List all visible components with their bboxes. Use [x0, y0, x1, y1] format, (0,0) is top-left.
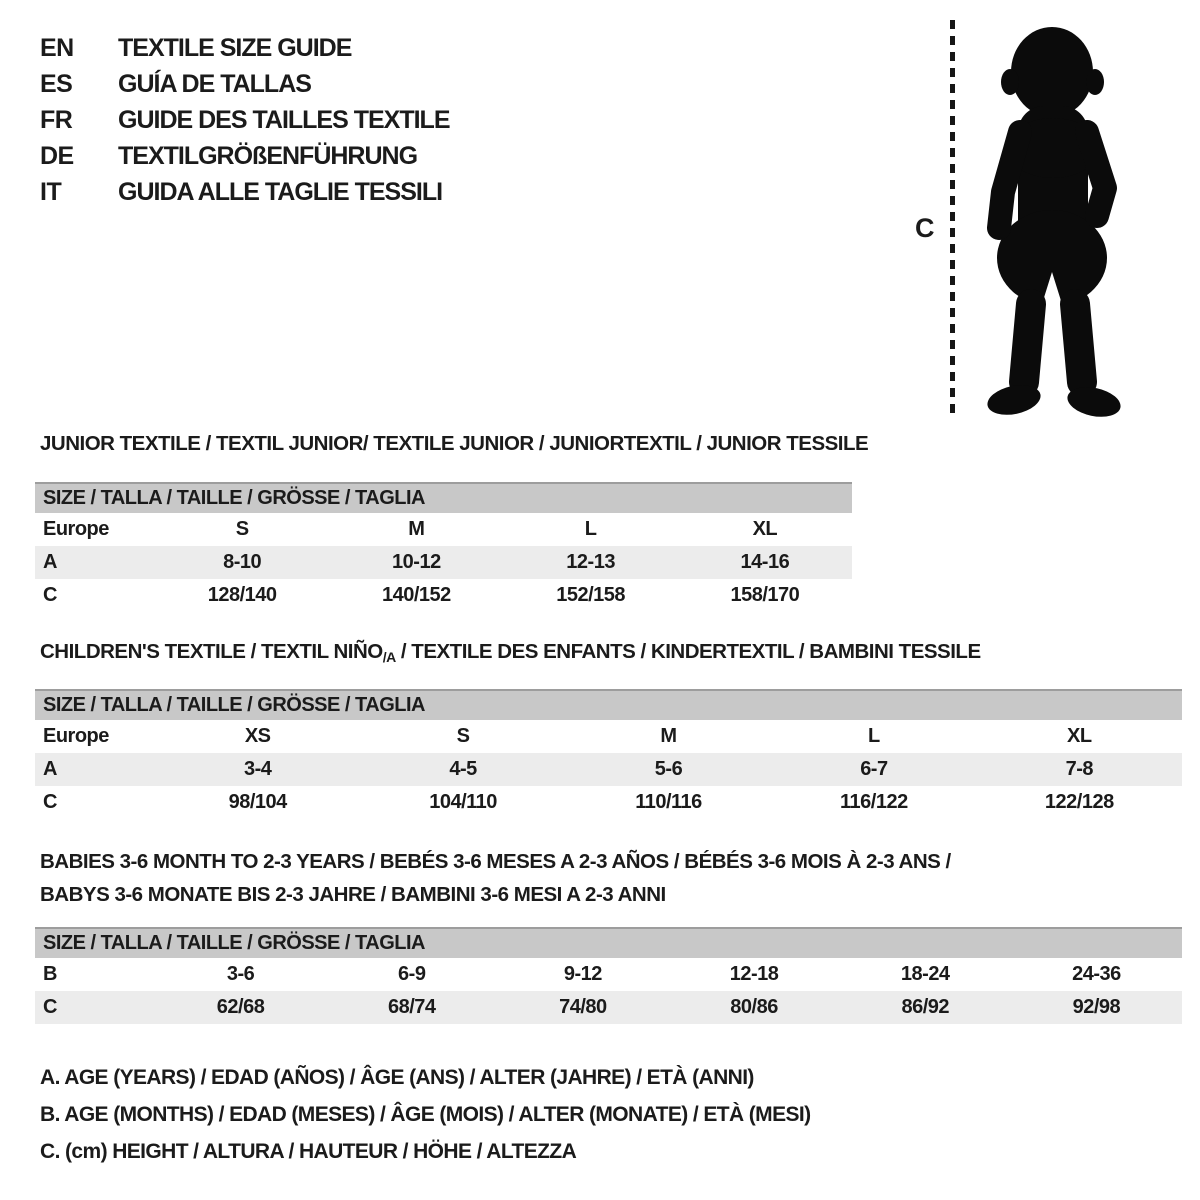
- age-cell: 5-6: [654, 758, 683, 780]
- age-cell: 10-12: [392, 551, 441, 573]
- size-cell: XS: [244, 725, 271, 747]
- children-heading-sub: /A: [382, 649, 396, 665]
- lang-code: EN: [40, 33, 74, 62]
- height-cell: 116/122: [840, 791, 908, 813]
- months-cell: 24-36: [1072, 963, 1121, 985]
- junior-size-table: [35, 482, 852, 612]
- guide-title-fr: GUIDE DES TAILLES TEXTILE: [118, 105, 450, 134]
- height-cell: 104/110: [429, 791, 497, 813]
- toddler-silhouette-icon: [968, 20, 1138, 420]
- lang-code: FR: [40, 105, 73, 134]
- table-header: SIZE / TALLA / TAILLE / GRÖSSE / TAGLIA: [35, 927, 1182, 958]
- size-cell: M: [660, 725, 677, 747]
- table-row-age: [35, 546, 852, 579]
- lang-row-en: [40, 30, 450, 66]
- row-label: C: [43, 584, 57, 606]
- age-cell: 4-5: [449, 758, 477, 780]
- height-cell: 122/128: [1044, 791, 1114, 813]
- months-cell: 6-9: [398, 963, 426, 985]
- row-label: Europe: [43, 725, 109, 747]
- guide-title-es: GUÍA DE TALLAS: [118, 69, 311, 98]
- height-cell: 74/80: [559, 996, 607, 1018]
- table-row-europe: [35, 720, 1182, 753]
- months-cell: 18-24: [900, 963, 950, 985]
- table-header: SIZE / TALLA / TAILLE / GRÖSSE / TAGLIA: [35, 689, 1182, 720]
- height-cell: 158/170: [730, 584, 800, 606]
- lang-row-fr: [40, 102, 450, 138]
- months-cell: 12-18: [729, 963, 779, 985]
- legend-height-cm: C. (cm) HEIGHT / ALTURA / HAUTEUR / HÖHE / ALTEZZA: [40, 1140, 577, 1163]
- legend-age-years: A. AGE (YEARS) / EDAD (AÑOS) / ÂGE (ANS) / ALTER (JAHRE) / ETÀ (ANNI): [40, 1066, 754, 1089]
- months-cell: 9-12: [563, 963, 602, 985]
- height-cell: 68/74: [387, 996, 436, 1018]
- row-label: B: [43, 963, 57, 985]
- guide-title-de: TEXTILGRÖßENFÜHRUNG: [118, 141, 418, 170]
- measurement-legend: [40, 1066, 811, 1177]
- height-cell: 62/68: [216, 996, 265, 1018]
- height-cell: 110/116: [635, 791, 702, 813]
- row-label: A: [43, 551, 57, 573]
- row-label: C: [43, 996, 57, 1018]
- lang-code: ES: [40, 69, 73, 98]
- junior-section-heading: JUNIOR TEXTILE / TEXTIL JUNIOR/ TEXTILE JUNIOR / JUNIORTEXTIL / JUNIOR TESSILE: [40, 432, 869, 455]
- guide-title-en: TEXTILE SIZE GUIDE: [118, 33, 352, 62]
- height-cell: 98/104: [228, 791, 287, 813]
- size-cell: L: [584, 518, 597, 540]
- table-row-months: [35, 958, 1182, 991]
- lang-row-de: [40, 138, 450, 174]
- lang-code: IT: [40, 177, 62, 206]
- height-cell: 86/92: [901, 996, 950, 1018]
- table-row-height: [35, 991, 1182, 1024]
- children-heading-post: / TEXTILE DES ENFANTS / KINDERTEXTIL / BAMBINI TESSILE: [395, 640, 981, 663]
- age-cell: 12-13: [566, 551, 615, 573]
- children-size-table: [35, 689, 1182, 819]
- lang-row-es: [40, 66, 450, 102]
- height-cell: 92/98: [1072, 996, 1121, 1018]
- table-header: SIZE / TALLA / TAILLE / GRÖSSE / TAGLIA: [35, 482, 852, 513]
- babies-heading-line2: BABYS 3-6 MONATE BIS 2-3 JAHRE / BAMBINI 3-6 MESI A 2-3 ANNI: [40, 883, 666, 906]
- babies-section-heading: [40, 845, 951, 911]
- height-cell: 152/158: [556, 584, 626, 606]
- age-cell: 8-10: [223, 551, 262, 573]
- guide-title-it: GUIDA ALLE TAGLIE TESSILI: [118, 177, 443, 206]
- lang-code: DE: [40, 141, 74, 170]
- table-row-height: [35, 786, 1182, 819]
- row-label: Europe: [43, 518, 109, 540]
- height-measure-label: C: [915, 213, 935, 243]
- size-cell: S: [456, 725, 470, 747]
- age-cell: 6-7: [860, 758, 888, 780]
- lang-row-it: [40, 174, 450, 210]
- age-cell: 7-8: [1065, 758, 1093, 780]
- children-heading-pre: CHILDREN'S TEXTILE / TEXTIL NIÑO: [40, 640, 383, 663]
- row-label: C: [43, 791, 57, 813]
- size-cell: M: [408, 518, 425, 540]
- months-cell: 3-6: [226, 963, 255, 985]
- age-cell: 3-4: [243, 758, 272, 780]
- table-row-europe: [35, 513, 852, 546]
- babies-size-table: [35, 927, 1182, 1024]
- height-cell: 128/140: [207, 584, 277, 606]
- height-measure-figure: [905, 15, 1165, 425]
- size-cell: L: [868, 725, 880, 747]
- age-cell: 14-16: [740, 551, 790, 573]
- table-row-age: [35, 753, 1182, 786]
- language-title-block: [40, 30, 450, 210]
- height-cell: 80/86: [730, 996, 778, 1018]
- height-dashed-line: [950, 20, 955, 420]
- row-label: A: [43, 758, 57, 780]
- size-cell: S: [235, 518, 249, 540]
- table-row-height: [35, 579, 852, 612]
- children-section-heading: [40, 640, 981, 665]
- babies-heading-line1: BABIES 3-6 MONTH TO 2-3 YEARS / BEBÉS 3-6 MESES A 2-3 AÑOS / BÉBÉS 3-6 MOIS À 2-3 ANS /: [40, 850, 951, 873]
- height-cell: 140/152: [381, 584, 451, 606]
- size-cell: XL: [752, 518, 778, 540]
- legend-age-months: B. AGE (MONTHS) / EDAD (MESES) / ÂGE (MOIS) / ALTER (MONATE) / ETÀ (MESI): [40, 1103, 811, 1126]
- size-cell: XL: [1067, 725, 1092, 747]
